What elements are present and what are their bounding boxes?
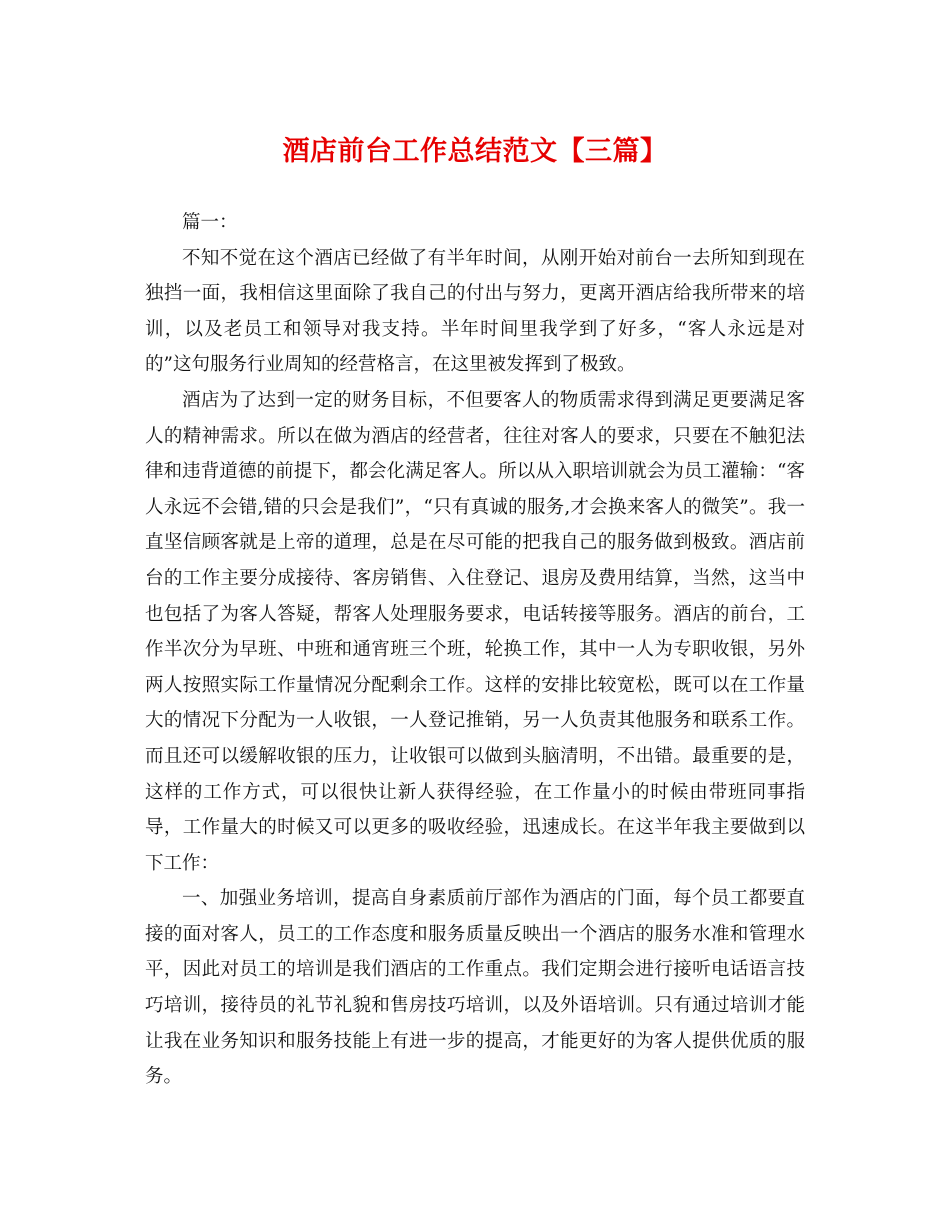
paragraph-1: 不知不觉在这个酒店已经做了有半年时间，从刚开始对前台一去所知到现在独挡一面，我相信这里面除了我自己的付出与努力，更离开酒店给我所带来的培训，以及老员工和领导对我支持。半年时间里我学到了好多，“客人永远是对的”这句服务行业周知的经营格言，在这里被发挥到了极致。 <box>145 247 805 376</box>
paragraph-3: 一、加强业务培训，提高自身素质前厅部作为酒店的门面，每个员工都要直接的面对客人，员工的工作态度和服务质量反映出一个酒店的服务水准和管理水平，因此对员工的培训是我们酒店的工作重点。我们定期会进行接听电话语言技巧培训，接待员的礼节礼貌和售房技巧培训，以及外语培训。只有通过培训才能让我在业务知识和服务技能上有进一步的提高，才能更好的为客人提供优质的服务。 <box>145 888 805 1088</box>
document-title: 酒店前台工作总结范文【三篇】 <box>282 136 668 167</box>
section-label: 篇一： <box>182 212 238 233</box>
paragraph-2: 酒店为了达到一定的财务目标，不但要客人的物质需求得到满足更要满足客人的精神需求。所以在做为酒店的经营者，往往对客人的要求，只要在不触犯法律和违背道德的前提下，都会化满足客人。所以从入职培训就会为员工灌输：“客人永远不会错,错的只会是我们”，“只有真诚的服务,才会换来客人的微笑”。我一直坚信顾客就是上帝的道理，总是在尽可能的把我自己的服务做到极致。酒店前台的工作主要分成接待、客房销售、入住登记、退房及费用结算，当然，这当中也包括了为客人答疑，帮客人处理服务要求，电话转接等服务。酒店的前台，工作半次分为早班、中班和通宵班三个班，轮换工作，其中一人为专职收银，另外两人按照实际工作量情况分配剩余工作。这样的安排比较宽松，既可以在工作量大的情况下分配为一人收银，一人登记推销，另一人负责其他服务和联系工作。而且还可以缓解收银的压力，让收银可以做到头脑清明，不出错。最重要的是，这样的工作方式，可以很快让新人获得经验，在工作量小的时候由带班同事指导，工作量大的时候又可以更多的吸收经验，迅速成长。在这半年我主要做到以下工作： <box>145 389 805 874</box>
document-body <box>145 205 805 1095</box>
